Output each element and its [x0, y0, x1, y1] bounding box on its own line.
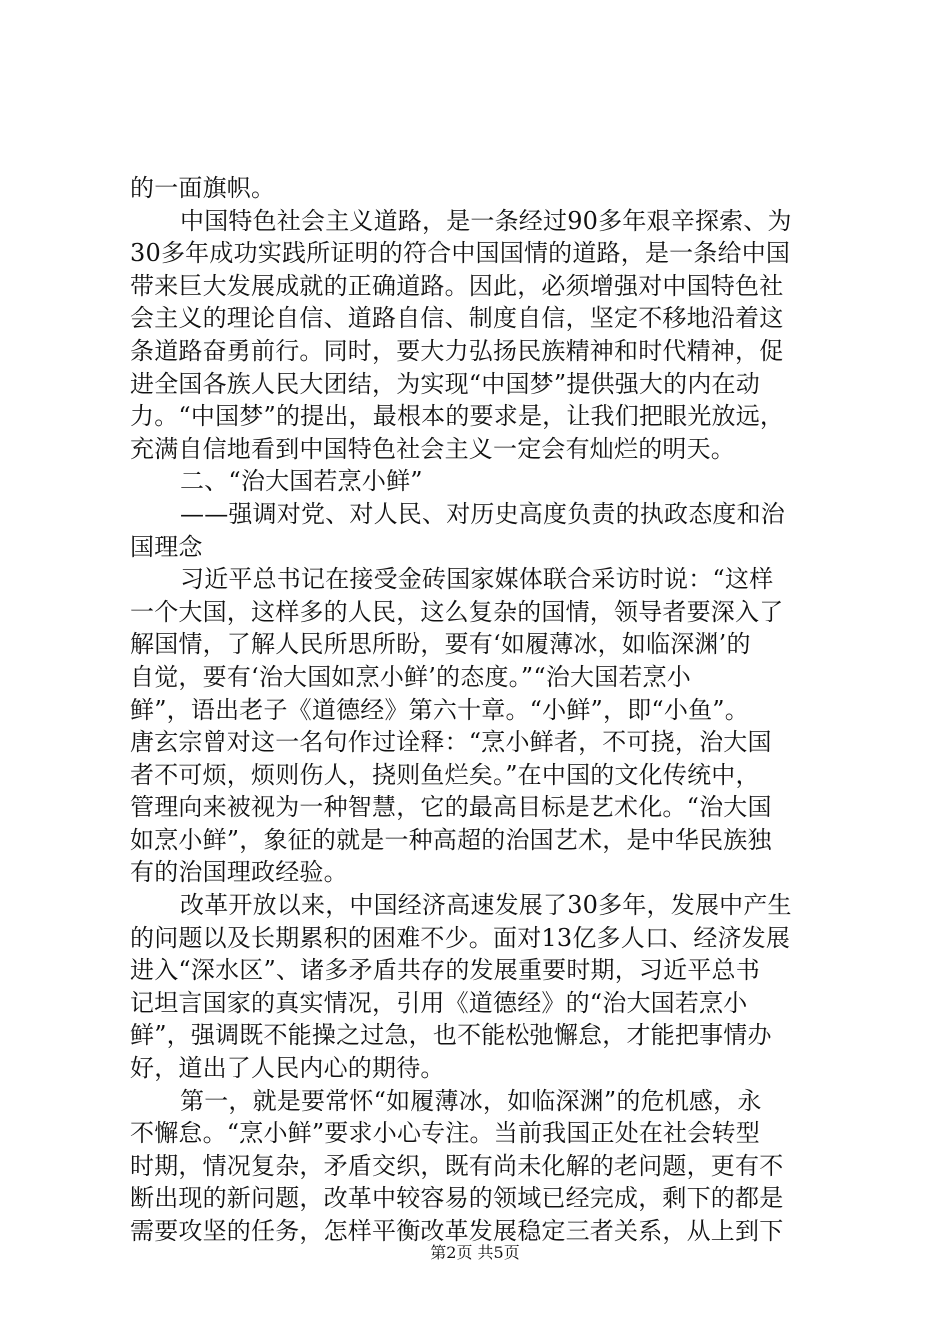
text-line: 第一，就是要常怀“如履薄冰，如临深渊”的危机感，永 [180, 1086, 762, 1115]
text-line: 条道路奋勇前行。同时，要大力弘扬民族精神和时代精神，促 [130, 336, 784, 365]
text-line: 时期，情况复杂，矛盾交织，既有尚未化解的老问题，更有不 [130, 1151, 784, 1180]
text-line: 好，道出了人民内心的期待。 [130, 1054, 445, 1083]
page-footer [0, 1240, 950, 1263]
body-text [130, 172, 830, 1248]
text-line: 进全国各族人民大团结，为实现“中国梦”提供强大的内在动 [130, 369, 760, 398]
text-line: 鲜”，强调既不能操之过急，也不能松弛懈怠，才能把事情办 [130, 1021, 772, 1050]
section-subheading: ——强调对党、对人民、对历史高度负责的执政态度和治 [180, 499, 785, 528]
text-line: 如烹小鲜”，象征的就是一种高超的治国艺术，是中华民族独 [130, 825, 772, 854]
text-line: 者不可烦，烦则伤人，挠则鱼烂矣。”在中国的文化传统中， [130, 760, 760, 789]
text-line: 力。“中国梦”的提出，最根本的要求是，让我们把眼光放远， [130, 402, 785, 431]
text-line: 有的治国理政经验。 [130, 858, 348, 887]
text-line: 一个大国，这样多的人民，这么复杂的国情，领导者要深入了 [130, 597, 784, 626]
text-line: 会主义的理论自信、道路自信、制度自信，坚定不移地沿着这 [130, 304, 784, 333]
section-heading: 二、“治大国若烹小鲜” [180, 467, 423, 496]
text-line: 习近平总书记在接受金砖国家媒体联合采访时说：“这样 [180, 565, 774, 594]
text-line: 解国情，了解人民所思所盼，要有‘如履薄冰，如临深渊’的 [130, 630, 751, 659]
text-line: 不懈怠。“烹小鲜”要求小心专注。当前我国正处在社会转型 [130, 1119, 760, 1148]
text-line: 唐玄宗曾对这一名句作过诠释：“烹小鲜者，不可挠，治大国 [130, 728, 772, 757]
text-line: 记坦言国家的真实情况，引用《道德经》的“治大国若烹小 [130, 988, 748, 1017]
text-line: 的一面旗帜。 [130, 174, 276, 202]
page-number: 第2页 共5页 [430, 1243, 520, 1262]
text-line: 进入“深水区”、诸多矛盾共存的发展重要时期，习近平总书 [130, 956, 760, 985]
section-subheading: 国理念 [130, 532, 203, 561]
text-line: 带来巨大发展成就的正确道路。因此，必须增强对中国特色社 [130, 271, 784, 300]
text-line: 鲜”，语出老子《道德经》第六十章。“小鲜”，即“小鱼”。 [130, 695, 749, 724]
text-line: 需要攻坚的任务，怎样平衡改革发展稳定三者关系，从上到下 [130, 1217, 784, 1245]
text-line: 30多年成功实践所证明的符合中国国情的道路，是一条给中国 [130, 239, 791, 268]
text-line: 的问题以及长期累积的困难不少。面对13亿多人口、经济发展 [130, 923, 791, 952]
text-line: 改革开放以来，中国经济高速发展了30多年，发展中产生 [180, 891, 792, 920]
text-line: 断出现的新问题，改革中较容易的领域已经完成，剩下的都是 [130, 1184, 784, 1213]
text-line: 管理向来被视为一种智慧，它的最高目标是艺术化。“治大国 [130, 793, 772, 822]
text-line: 充满自信地看到中国特色社会主义一定会有灿烂的明天。 [130, 434, 735, 463]
text-line: 中国特色社会主义道路，是一条经过90多年艰辛探索、为 [180, 206, 792, 235]
text-line: 自觉，要有‘治大国如烹小鲜’的态度。”“治大国若烹小 [130, 662, 691, 691]
